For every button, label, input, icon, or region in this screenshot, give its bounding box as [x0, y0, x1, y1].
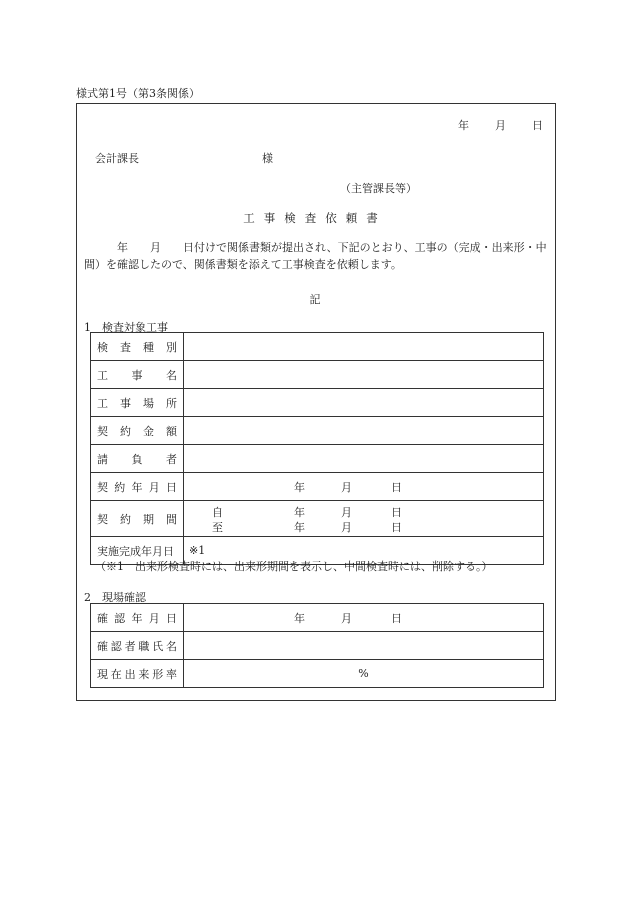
year-label: 年 — [294, 611, 305, 625]
section2-heading: 2 現場確認 — [84, 591, 146, 604]
label-kakunin-ymd — [91, 604, 184, 632]
label-text — [97, 367, 183, 383]
label-char: 名 — [165, 639, 177, 653]
value-koji-basho[interactable] — [184, 389, 544, 417]
period-fields — [184, 501, 543, 536]
date-fields — [184, 604, 543, 631]
value-keiyaku-kikan[interactable] — [184, 501, 544, 537]
month-label: 月 — [341, 611, 352, 625]
label-char: 名 — [166, 368, 177, 382]
day-label: 日 — [391, 611, 402, 625]
label-char: 確 — [97, 639, 108, 653]
table-row — [91, 473, 544, 501]
day-label: 日 — [391, 521, 402, 534]
label-char: 在 — [110, 667, 122, 681]
label-keiyaku-ymd — [91, 473, 184, 501]
label-text — [97, 666, 183, 682]
label-char: 年 — [131, 611, 143, 625]
value-ukeoi-sha[interactable] — [184, 445, 544, 473]
sender: （主管課長等） — [340, 182, 417, 195]
label-keiyaku-kingaku — [91, 417, 184, 445]
label-text — [97, 395, 183, 411]
label-koji-mei — [91, 361, 184, 389]
label-char: 契 — [97, 424, 108, 438]
label-text: 実施完成年月日 — [97, 544, 174, 558]
label-text — [97, 638, 183, 654]
label-char: 現 — [97, 667, 108, 681]
label-char: 日 — [166, 611, 177, 625]
day-label: 日 — [391, 506, 402, 519]
label-char: 期 — [143, 512, 154, 526]
label-char: 負 — [131, 452, 143, 466]
honorific: 様 — [262, 152, 273, 165]
table-row — [91, 501, 544, 537]
label-char: 来 — [138, 667, 150, 681]
label-char: 額 — [166, 424, 177, 438]
label-char: 率 — [165, 667, 177, 681]
date-month: 月 — [495, 119, 506, 132]
value-kensa-shubetsu[interactable] — [184, 333, 544, 361]
table-row — [91, 417, 544, 445]
label-char: 職 — [138, 639, 150, 653]
period-from-label: 自 — [212, 506, 223, 519]
label-genzai-dekidaka — [91, 660, 184, 688]
label-char: 認 — [114, 611, 126, 625]
label-char: 形 — [152, 667, 164, 681]
label-text — [97, 511, 183, 527]
label-char: 契 — [97, 480, 108, 494]
label-text — [97, 479, 183, 495]
label-char: 年 — [131, 480, 143, 494]
label-char: 氏 — [152, 639, 164, 653]
label-char: 種 — [143, 340, 154, 354]
year-label: 年 — [294, 480, 305, 494]
period-to-label: 至 — [212, 521, 223, 534]
table-row — [91, 660, 544, 688]
label-char: 工 — [97, 368, 108, 382]
label-char: 別 — [166, 340, 177, 354]
label-char: 所 — [166, 396, 177, 410]
label-char: 確 — [97, 611, 108, 625]
table-row — [91, 445, 544, 473]
label-char: 工 — [97, 396, 108, 410]
table-row — [91, 333, 544, 361]
label-char: 認 — [110, 639, 122, 653]
label-char: 出 — [124, 667, 136, 681]
label-char: 約 — [120, 512, 131, 526]
date-day: 日 — [532, 119, 543, 132]
section1-heading: 1 検査対象工事 — [84, 321, 168, 334]
table-row — [91, 389, 544, 417]
day-label: 日 — [391, 480, 402, 494]
label-text — [97, 451, 183, 467]
label-char: 金 — [143, 424, 154, 438]
label-char: 間 — [166, 512, 177, 526]
value-genzai-dekidaka[interactable] — [184, 660, 544, 688]
table-row — [91, 361, 544, 389]
label-char: 月 — [148, 480, 160, 494]
date-fields — [184, 473, 543, 500]
label-char: 者 — [124, 639, 136, 653]
label-char: 検 — [97, 340, 108, 354]
label-char: 場 — [143, 396, 154, 410]
document-title: 工事検査依頼書 — [243, 211, 387, 225]
submission-date — [458, 117, 543, 133]
label-char: 日 — [166, 480, 177, 494]
footnote: （※1 出来形検査時には、出来形期間を表示し、中間検査時には、削除する。） — [95, 560, 493, 573]
label-char: 事 — [131, 368, 143, 382]
label-char: 者 — [166, 452, 177, 466]
label-ukeoi-sha — [91, 445, 184, 473]
date-year: 年 — [458, 119, 469, 132]
label-kensa-shubetsu — [91, 333, 184, 361]
inspection-target-table — [90, 332, 544, 565]
percent-sign: % — [358, 667, 369, 680]
value-kakunin-sha[interactable] — [184, 632, 544, 660]
label-koji-basho — [91, 389, 184, 417]
value-kakunin-ymd[interactable] — [184, 604, 544, 632]
month-label: 月 — [341, 506, 352, 519]
label-char: 約 — [114, 480, 126, 494]
ki-heading: 記 — [309, 293, 321, 306]
label-text — [97, 610, 183, 626]
label-char: 月 — [148, 611, 160, 625]
site-confirmation-table — [90, 603, 544, 688]
table-row — [91, 632, 544, 660]
label-text — [97, 339, 183, 355]
value-keiyaku-kingaku[interactable] — [184, 417, 544, 445]
label-text — [97, 423, 183, 439]
label-char: 査 — [120, 340, 131, 354]
month-label: 月 — [341, 480, 352, 494]
label-char: 約 — [120, 424, 131, 438]
table-row — [91, 604, 544, 632]
month-label: 月 — [341, 521, 352, 534]
label-keiyaku-kikan — [91, 501, 184, 537]
label-char: 契 — [97, 512, 108, 526]
year-label: 年 — [294, 506, 305, 519]
label-char: 事 — [120, 396, 131, 410]
value-koji-mei[interactable] — [184, 361, 544, 389]
form-code: 様式第1号（第3条関係） — [76, 87, 200, 100]
year-label: 年 — [294, 521, 305, 534]
label-kakunin-sha — [91, 632, 184, 660]
jisshi-note-ref: ※1 — [189, 544, 206, 557]
addressee: 会計課長 — [95, 152, 139, 165]
value-keiyaku-ymd[interactable] — [184, 473, 544, 501]
label-char: 請 — [97, 452, 108, 466]
body-text: 年 月 日付けで関係書類が提出され、下記のとおり、工事の（完成・出来形・中間）を確認したので、関係書類を添えて工事検査を依頼します。 — [84, 241, 547, 271]
